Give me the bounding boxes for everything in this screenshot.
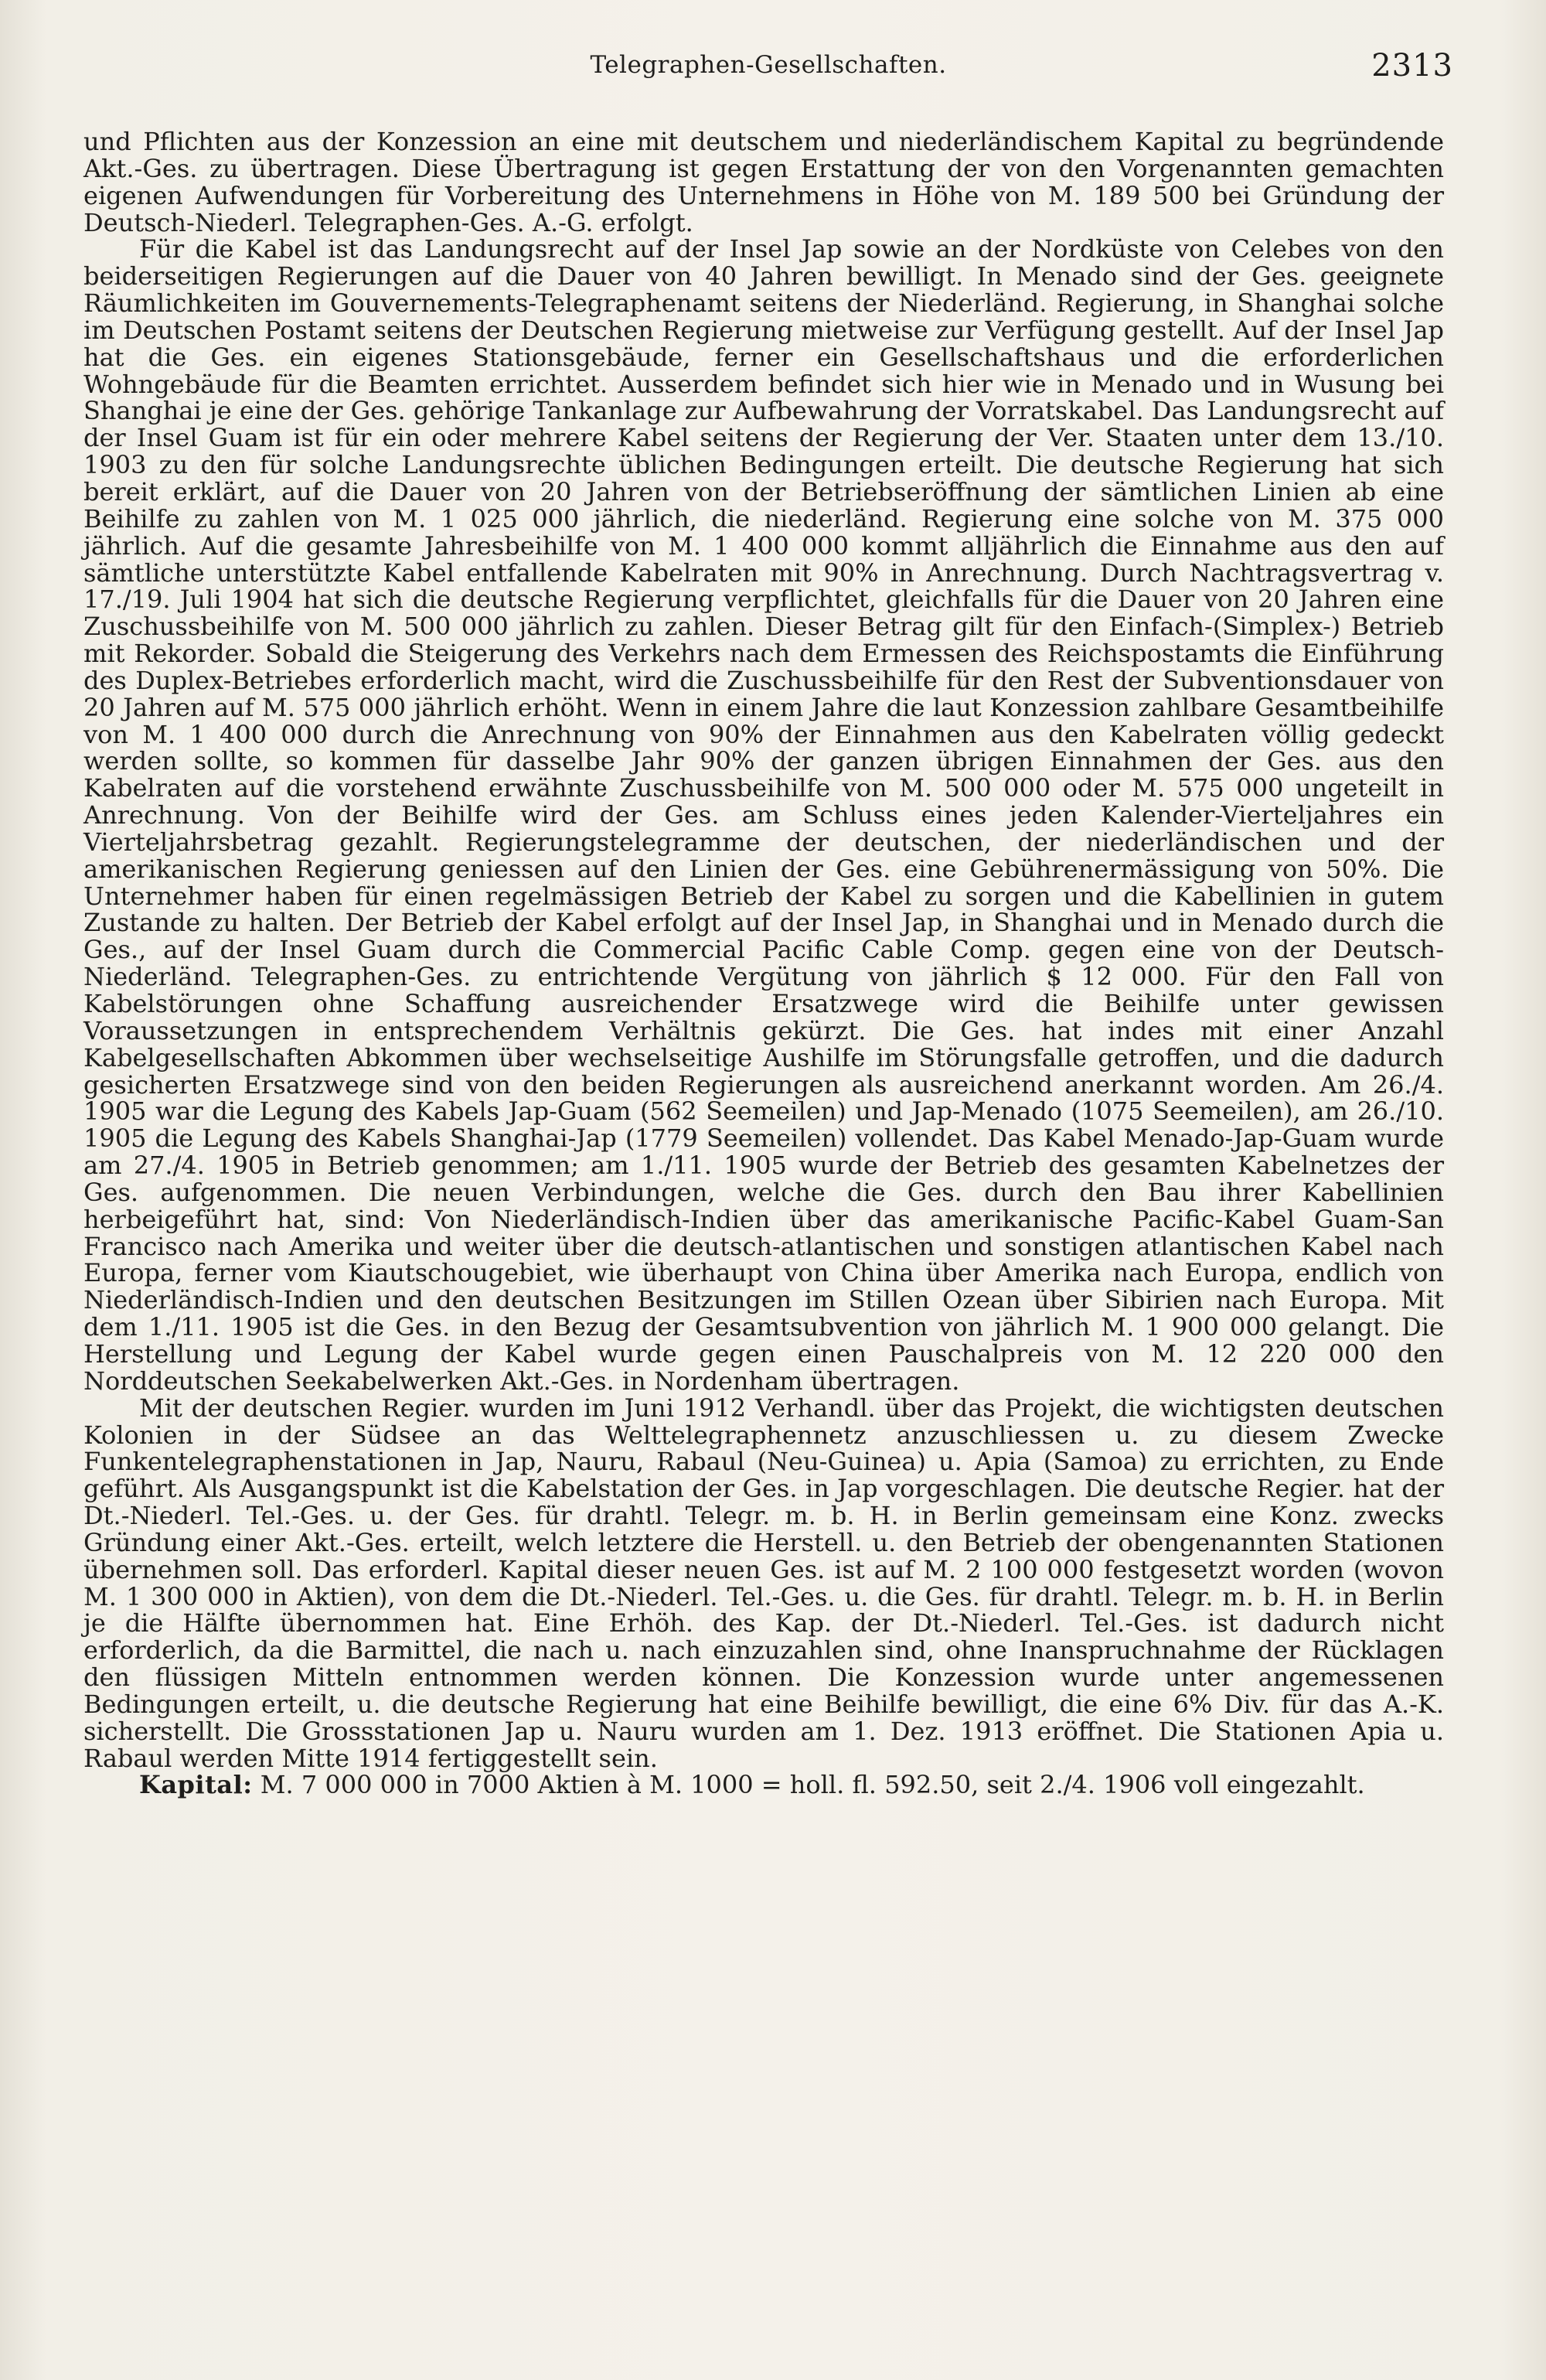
- page-number: 2313: [1371, 48, 1453, 84]
- paragraph-cable-rights: Für die Kabel ist das Landungsrecht auf der Insel Jap sowie an der Nordküste von Celebes von den beiderseitigen Regierungen auf die Dauer von 40 Jahren bewilligt. In Menado sind der Ges. geeignete Räumlichkeiten im Gouvernements-Telegraphenamt seitens der Niederländ. Regierung, in Shanghai solche im Deutschen Postamt seitens der Deutschen Regierung mietweise zur Verfügung gestellt. Auf der Insel Jap hat die Ges. ein eigenes Stationsgebäude, ferner ein Gesellschaftshaus und die erforderlichen Wohngebäude für die Beamten errichtet. Ausserdem befindet sich hier wie in Menado und in Wusung bei Shanghai je eine der Ges. gehörige Tankanlage zur Aufbewahrung der Vorratskabel. Das Landungsrecht auf der Insel Guam ist für ein oder mehrere Kabel seitens der Regierung der Ver. Staaten unter dem 13./10. 1903 zu den für solche Landungsrechte üblichen Bedingungen erteilt. Die deutsche Regierung hat sich bereit erklärt, auf die Dauer von 20 Jahren von der Betriebseröffnung der sämtlichen Linien ab eine Beihilfe zu zahlen von M. 1 025 000 jährlich, die niederländ. Regierung eine solche von M. 375 000 jährlich. Auf die gesamte Jahresbeihilfe von M. 1 400 000 kommt alljährlich die Einnahme aus den auf sämtliche unterstützte Kabel entfallende Kabelraten mit 90% in Anrechnung. Durch Nachtragsvertrag v. 17./19. Juli 1904 hat sich die deutsche Regierung verpflichtet, gleichfalls für die Dauer von 20 Jahren eine Zuschussbeihilfe von M. 500 000 jährlich zu zahlen. Dieser Betrag gilt für den Einfach-(Simplex-) Betrieb mit Rekorder. Sobald die Steigerung des Verkehrs nach dem Ermessen des Reichspostamts die Einführung des Duplex-Betriebes erforderlich macht, wird die Zuschussbeihilfe für den Rest der Subventionsdauer von 20 Jahren auf M. 575 000 jährlich erhöht. Wenn in einem Jahre die laut Konzession zahlbare Gesamtbeihilfe von M. 1 400 000 durch die Anrechnung von 90% der Einnahmen aus den Kabelraten völlig gedeckt werden sollte, so kommen für dasselbe Jahr 90% der ganzen übrigen Einnahmen der Ges. aus den Kabelraten auf die vorstehend erwähnte Zuschussbeihilfe von M. 500 000 oder M. 575 000 ungeteilt in Anrechnung. Von der Beihilfe wird der Ges. am Schluss eines jeden Kalender-Vierteljahres ein Vierteljahrsbetrag gezahlt. Regierungstelegramme der deutschen, der niederländischen und der amerikanischen Regierung geniessen auf den Linien der Ges. eine Gebührenermässigung von 50%. Die Unternehmer haben für einen regelmässigen Betrieb der Kabel zu sorgen und die Kabellinien in gutem Zustande zu halten. Der Betrieb der Kabel erfolgt auf der Insel Jap, in Shanghai und in Menado durch die Ges., auf der Insel Guam durch die Commercial Pacific Cable Comp. gegen eine von der Deutsch-Niederländ. Telegraphen-Ges. zu entrichtende Vergütung von jährlich $ 12 000. Für den Fall von Kabelstörungen ohne Schaffung ausreichender Ersatzwege wird die Beihilfe unter gewissen Voraussetzungen in entsprechendem Verhältnis gekürzt. Die Ges. hat indes mit einer Anzahl Kabelgesellschaften Abkommen über wechselseitige Aushilfe im Störungsfalle getroffen, und die dadurch gesicherten Ersatzwege sind von den beiden Regierungen als ausreichend anerkannt worden. Am 26./4. 1905 war die Legung des Kabels Jap-Guam (562 Seemeilen) und Jap-Menado (1075 Seemeilen), am 26./10. 1905 die Legung des Kabels Shanghai-Jap (1779 Seemeilen) vollendet. Das Kabel Menado-Jap-Guam wurde am 27./4. 1905 in Betrieb genommen; am 1./11. 1905 wurde der Betrieb des gesamten Kabelnetzes der Ges. aufgenommen. Die neuen Verbindungen, welche die Ges. durch den Bau ihrer Kabellinien herbeigeführt hat, sind: Von Niederländisch-Indien über das amerikanische Pacific-Kabel Guam-San Francisco nach Amerika und weiter über die deutsch-atlantischen und sonstigen atlantischen Kabel nach Europa, ferner vom Kiautschougebiet, wie überhaupt von China über Amerika nach Europa, endlich von Niederländisch-Indien und den deutschen Besitzungen im Stillen Ozean über Sibirien nach Europa. Mit dem 1./11. 1905 ist die Ges. in den Bezug der Gesamtsubvention von jährlich M. 1 900 000 gelangt. Die Herstellung und Legung der Kabel wurde gegen einen Pauschalpreis von M. 12 220 000 den Norddeutschen Seekabelwerken Akt.-Ges. in Nordenham übertragen.: [83, 234, 1444, 1396]
- running-title: Telegraphen-Gesellschaften.: [590, 51, 947, 79]
- capital-text: M. 7 000 000 in 7000 Aktien à M. 1000 = holl. fl. 592.50, seit 2./4. 1906 voll eingezahlt.: [260, 1770, 1365, 1800]
- capital-label: Kapital:: [139, 1770, 253, 1800]
- paragraph-radio-stations: Mit der deutschen Regier. wurden im Juni 1912 Verhandl. über das Projekt, die wichtigsten deutschen Kolonien in der Südsee an das Welttelegraphennetz anzuschliessen u. zu diesem Zwecke Funkentelegraphenstationen in Jap, Nauru, Rabaul (Neu-Guinea) u. Apia (Samoa) zu errichten, zu Ende geführt. Als Ausgangspunkt ist die Kabelstation der Ges. in Jap vorgeschlagen. Die deutsche Regier. hat der Dt.-Niederl. Tel.-Ges. u. der Ges. für drahtl. Telegr. m. b. H. in Berlin gemeinsam eine Konz. zwecks Gründung einer Akt.-Ges. erteilt, welch letztere die Herstell. u. den Betrieb der obengenannten Stationen übernehmen soll. Das erforderl. Kapital dieser neuen Ges. ist auf M. 2 100 000 festgesetzt worden (wovon M. 1 300 000 in Aktien), von dem die Dt.-Niederl. Tel.-Ges. u. die Ges. für drahtl. Telegr. m. b. H. in Berlin je die Hälfte übernommen hat. Eine Erhöh. des Kap. der Dt.-Niederl. Tel.-Ges. ist dadurch nicht erforderlich, da die Barmittel, die nach u. nach einzuzahlen sind, ohne Inanspruchnahme der Rücklagen den flüssigen Mitteln entnommen werden können. Die Konzession wurde unter angemessenen Bedingungen erteilt, u. die deutsche Regierung hat eine Beihilfe bewilligt, die eine 6% Div. für das A.-K. sicherstellt. Die Grossstationen Jap u. Nauru wurden am 1. Dez. 1913 eröffnet. Die Stationen Apia u. Rabaul werden Mitte 1914 fertiggestellt sein.: [83, 1393, 1444, 1773]
- page-header: [83, 48, 1453, 97]
- capital-line: [83, 1771, 1444, 1799]
- paragraph-continuation: und Pflichten aus der Konzession an eine mit deutschem und niederländischem Kapital zu begründende Akt.-Ges. zu übertragen. Diese Übertragung ist gegen Erstattung der von den Vorgenannten gemachten eigenen Aufwendungen für Vorbereitung des Unternehmens in Höhe von M. 189 500 bei Gründung der Deutsch-Niederl. Telegraphen-Ges. A.-G. erfolgt.: [83, 127, 1444, 237]
- body-text: [83, 128, 1444, 1799]
